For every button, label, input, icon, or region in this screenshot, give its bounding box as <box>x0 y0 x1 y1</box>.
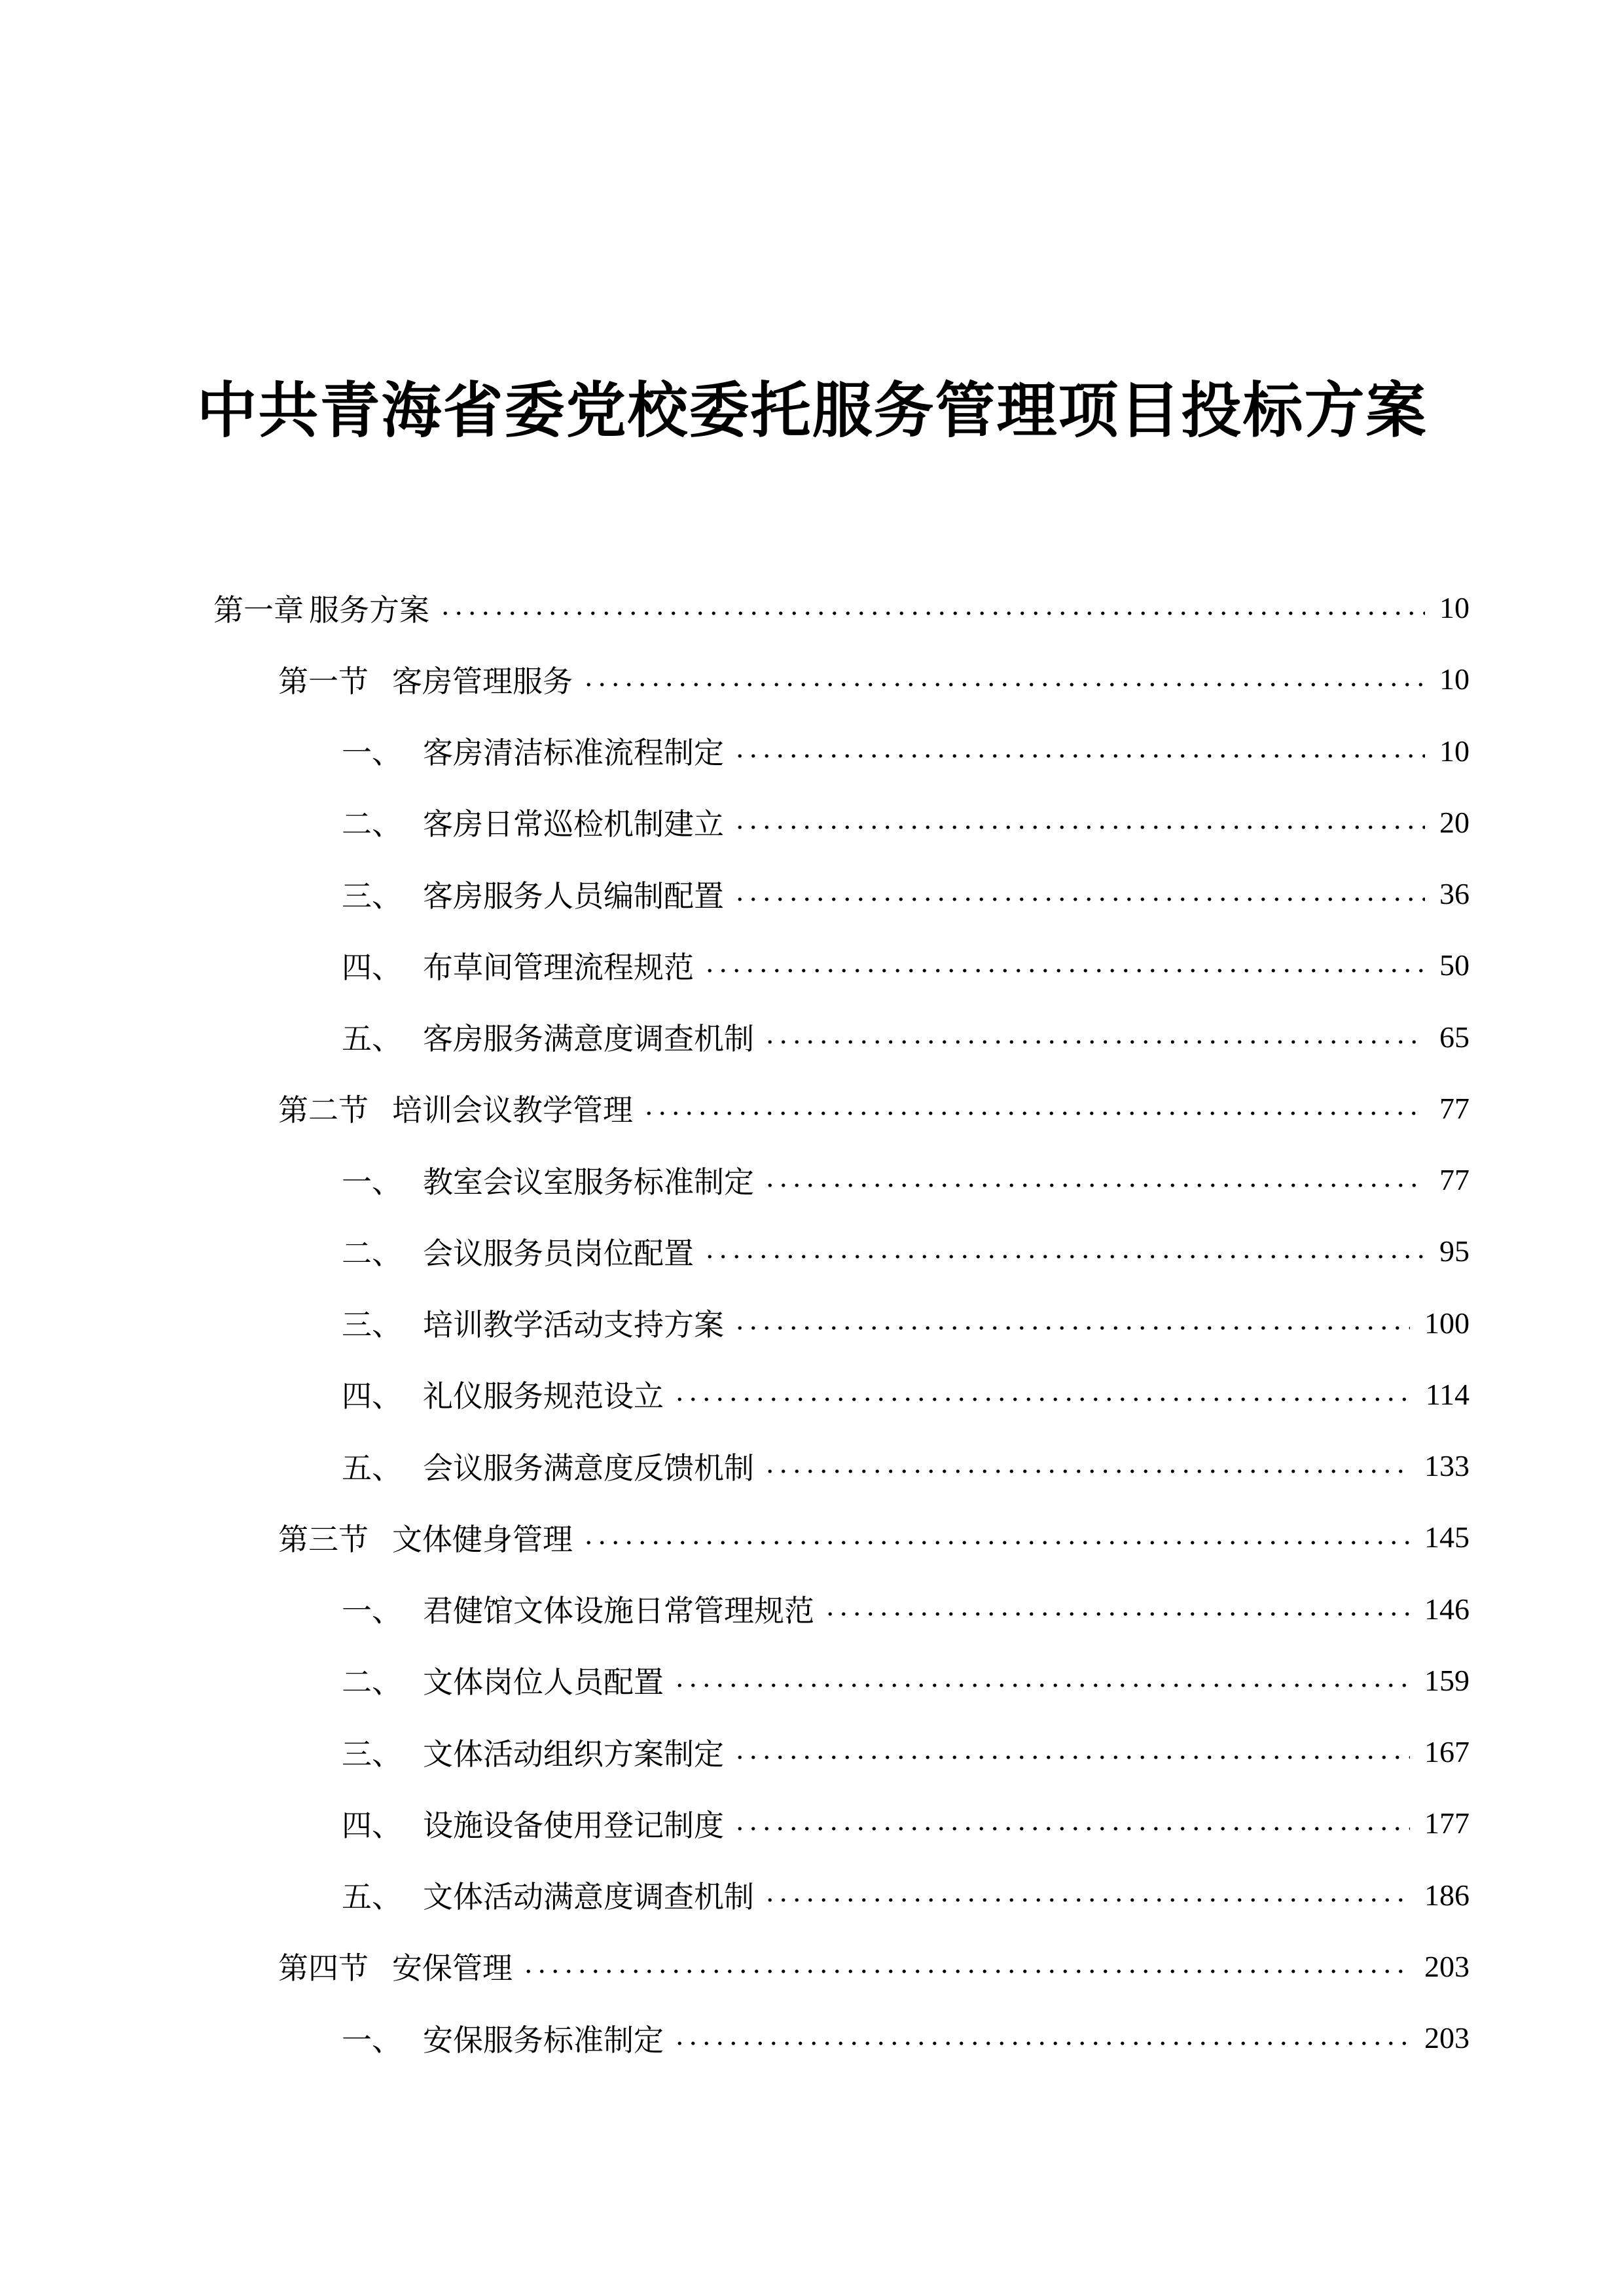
toc-entry-page-number: 146 <box>1424 1592 1470 1626</box>
toc-entry-number: 一、 <box>342 1164 402 1200</box>
toc-dot-leader <box>823 1612 1410 1616</box>
toc-entry-number: 二、 <box>342 806 402 842</box>
toc-entry-number: 四、 <box>342 949 402 985</box>
toc-entry[interactable] <box>342 1001 1470 1073</box>
toc-entry-page-number: 186 <box>1424 1878 1470 1912</box>
toc-entry-title: 文体岗位人员配置 <box>423 1664 664 1700</box>
toc-entry[interactable] <box>278 643 1470 715</box>
toc-entry-page-number: 95 <box>1439 1234 1470 1268</box>
toc-entry[interactable] <box>342 929 1470 1001</box>
toc-entry[interactable] <box>342 858 1470 929</box>
toc-dot-leader <box>439 611 1425 615</box>
toc-entry-page-number: 145 <box>1424 1520 1470 1554</box>
toc-dot-leader <box>703 969 1425 973</box>
toc-dot-leader <box>703 1255 1425 1259</box>
toc-entry-title: 设施设备使用登记制度 <box>423 1807 724 1843</box>
toc-entry-page-number: 167 <box>1424 1735 1470 1769</box>
toc-entry-number: 四、 <box>342 1807 402 1843</box>
toc-entry-title: 文体活动满意度调查机制 <box>423 1879 754 1915</box>
toc-entry-title: 会议服务满意度反馈机制 <box>423 1450 754 1486</box>
toc-entry[interactable] <box>342 715 1470 787</box>
toc-dot-leader <box>733 1326 1410 1330</box>
toc-entry[interactable] <box>278 1073 1470 1144</box>
toc-entry-page-number: 10 <box>1439 591 1470 625</box>
toc-entry-page-number: 133 <box>1424 1449 1470 1483</box>
toc-entry[interactable] <box>342 1215 1470 1287</box>
toc-entry[interactable] <box>342 1716 1470 1787</box>
toc-entry-page-number: 77 <box>1439 1091 1470 1125</box>
table-of-contents <box>0 572 1624 2073</box>
toc-entry-number: 第四节 <box>278 1950 369 1986</box>
toc-entry-number: 一、 <box>342 1593 402 1629</box>
toc-entry-page-number: 77 <box>1439 1163 1470 1197</box>
toc-entry-title: 安保管理 <box>392 1950 513 1986</box>
toc-entry-title: 文体健身管理 <box>392 1521 573 1557</box>
toc-entry[interactable] <box>342 1573 1470 1645</box>
toc-entry-title: 客房清洁标准流程制定 <box>423 735 724 771</box>
toc-entry-title: 礼仪服务规范设立 <box>423 1378 664 1414</box>
toc-entry[interactable] <box>342 1859 1470 1931</box>
toc-entry-number: 第二节 <box>278 1092 369 1128</box>
toc-entry-number: 五、 <box>342 1879 402 1915</box>
toc-entry[interactable] <box>278 1931 1470 2002</box>
toc-entry-title: 文体活动组织方案制定 <box>423 1736 724 1772</box>
toc-dot-leader <box>763 1183 1425 1187</box>
toc-entry-page-number: 203 <box>1424 1949 1470 1983</box>
toc-entry-title: 布草间管理流程规范 <box>423 949 694 985</box>
toc-entry-title: 培训会议教学管理 <box>392 1092 633 1128</box>
toc-dot-leader <box>733 1827 1410 1831</box>
toc-dot-leader <box>673 1397 1411 1401</box>
toc-entry-title: 客房服务人员编制配置 <box>423 878 724 914</box>
toc-entry-number: 三、 <box>342 1307 402 1343</box>
toc-entry[interactable] <box>342 2002 1470 2073</box>
toc-entry-number: 一、 <box>342 2022 402 2058</box>
toc-dot-leader <box>733 754 1425 758</box>
toc-dot-leader <box>582 1541 1410 1545</box>
toc-entry-title: 君健馆文体设施日常管理规范 <box>423 1593 814 1629</box>
toc-entry-title: 客房服务满意度调查机制 <box>423 1021 754 1057</box>
toc-entry-number: 五、 <box>342 1021 402 1057</box>
toc-entry-title: 安保服务标准制定 <box>423 2022 664 2058</box>
document-title: 中共青海省委党校委托服务管理项目投标方案 <box>196 374 1428 446</box>
toc-entry-number: 第三节 <box>278 1521 369 1557</box>
toc-entry[interactable] <box>342 1787 1470 1859</box>
toc-dot-leader <box>642 1111 1425 1115</box>
toc-entry-number: 三、 <box>342 1736 402 1772</box>
toc-dot-leader <box>673 1683 1410 1687</box>
toc-entry-number: 第一章 <box>213 592 304 628</box>
toc-dot-leader <box>733 1755 1410 1759</box>
toc-entry-page-number: 203 <box>1424 2021 1470 2055</box>
toc-entry-title: 教室会议室服务标准制定 <box>423 1164 754 1200</box>
toc-entry[interactable] <box>278 1501 1470 1573</box>
toc-entry[interactable] <box>342 1144 1470 1215</box>
toc-entry-page-number: 10 <box>1439 662 1470 696</box>
toc-entry-page-number: 10 <box>1439 734 1470 768</box>
toc-entry-page-number: 20 <box>1439 805 1470 839</box>
toc-entry-number: 一、 <box>342 735 402 771</box>
toc-entry-page-number: 36 <box>1439 877 1470 911</box>
toc-entry-page-number: 65 <box>1439 1020 1470 1054</box>
toc-dot-leader <box>763 1898 1410 1902</box>
toc-entry-page-number: 50 <box>1439 948 1470 982</box>
toc-entry-title: 会议服务员岗位配置 <box>423 1235 694 1271</box>
toc-entry-number: 三、 <box>342 878 402 914</box>
toc-entry-title: 客房管理服务 <box>392 663 573 699</box>
toc-entry[interactable] <box>342 1359 1470 1430</box>
toc-dot-leader <box>522 1969 1410 1973</box>
toc-entry-title: 培训教学活动支持方案 <box>423 1307 724 1343</box>
toc-entry-number: 二、 <box>342 1235 402 1271</box>
toc-entry-title: 服务方案 <box>309 592 429 628</box>
toc-dot-leader <box>582 683 1425 687</box>
toc-entry-number: 二、 <box>342 1664 402 1700</box>
toc-dot-leader <box>733 825 1425 829</box>
toc-dot-leader <box>763 1040 1425 1044</box>
toc-entry-number: 五、 <box>342 1450 402 1486</box>
toc-entry[interactable] <box>213 572 1470 643</box>
toc-entry[interactable] <box>342 1645 1470 1716</box>
toc-dot-leader <box>763 1469 1410 1473</box>
toc-dot-leader <box>673 2041 1410 2045</box>
toc-entry-page-number: 114 <box>1425 1377 1470 1411</box>
toc-entry[interactable] <box>342 1287 1470 1359</box>
toc-entry-number: 四、 <box>342 1378 402 1414</box>
toc-entry[interactable] <box>342 1430 1470 1501</box>
toc-dot-leader <box>733 897 1425 901</box>
toc-entry-title: 客房日常巡检机制建立 <box>423 806 724 842</box>
toc-entry-page-number: 100 <box>1424 1306 1470 1340</box>
toc-entry-number: 第一节 <box>278 663 369 699</box>
toc-entry-page-number: 159 <box>1424 1663 1470 1697</box>
toc-entry-page-number: 177 <box>1424 1806 1470 1840</box>
toc-entry[interactable] <box>342 787 1470 858</box>
